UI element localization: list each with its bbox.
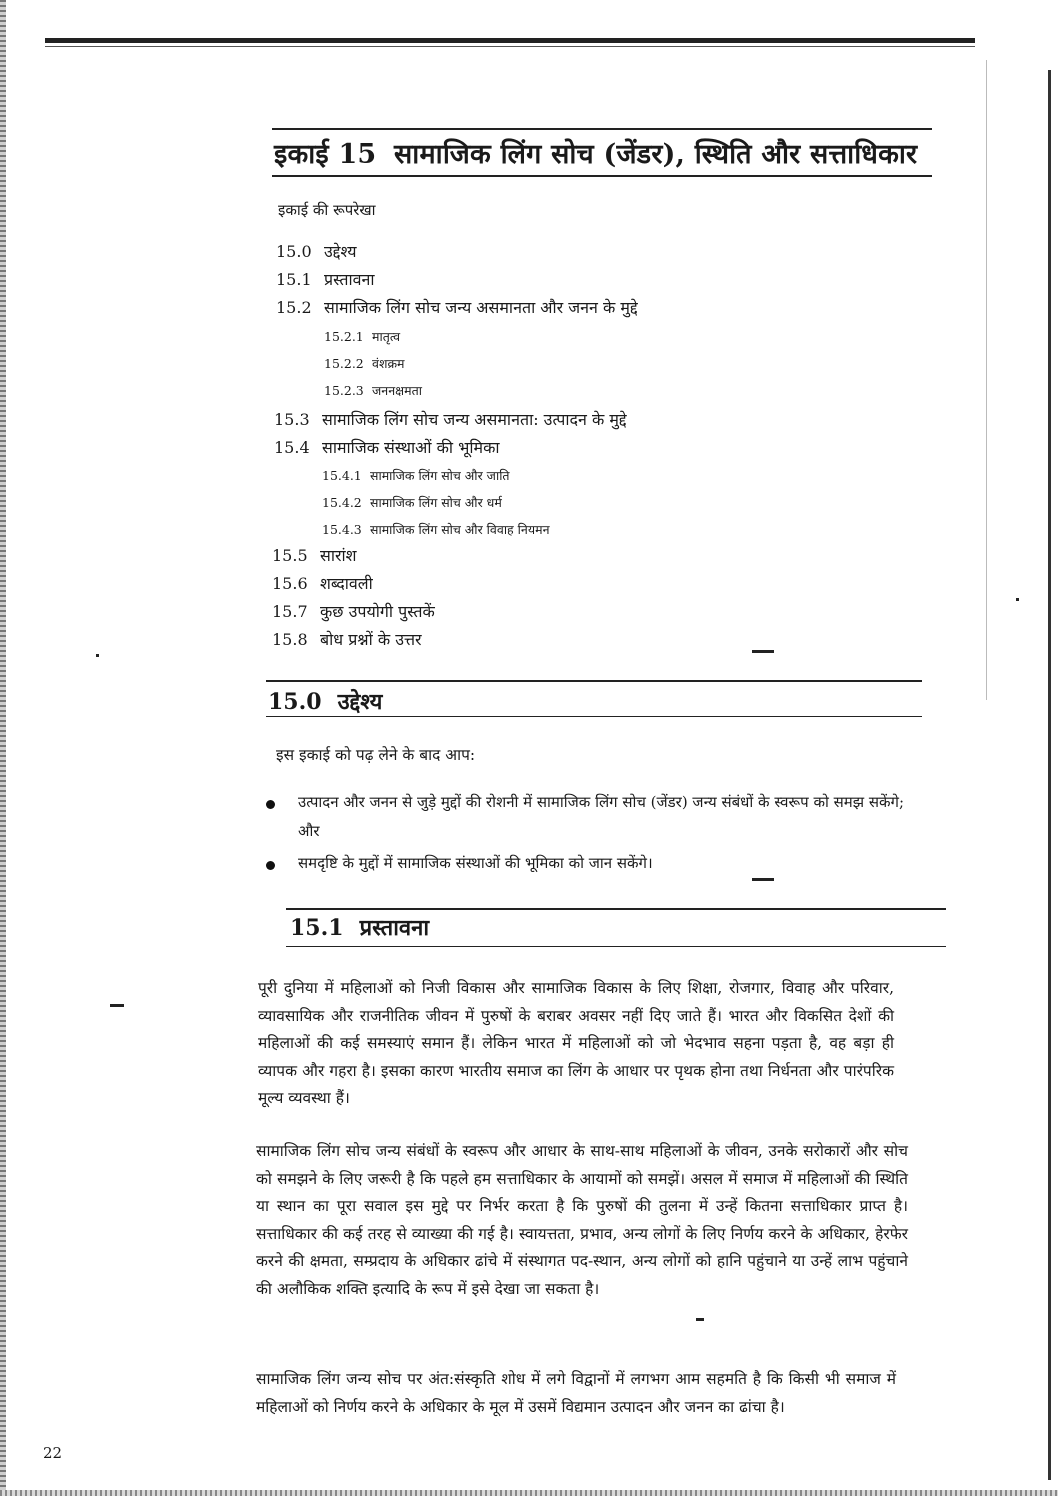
- scan-speck: [96, 654, 99, 657]
- section-rule-top: [286, 908, 946, 910]
- intro-paragraph-3: सामाजिक लिंग जन्य सोच पर अंत:संस्कृति शोध में लगे विद्वानों में लगभग आम सहमति है कि किसी भी समाज में महिलाओं को निर्णय करने के अधिकार के मूल में उसमें विद्यमान उत्पादन और जनन का ढांचा है।: [256, 1370, 896, 1416]
- outline-heading: इकाई की रूपरेखा: [278, 201, 376, 219]
- objectives-intro: इस इकाई को पढ़ लेने के बाद आप:: [276, 746, 476, 764]
- scan-mark: [752, 878, 774, 881]
- toc-subitem: 15.2.2 वंशक्रम: [324, 356, 405, 371]
- toc-item: 15.3 सामाजिक लिंग सोच जन्य असमानता: उत्पादन के मुद्दे: [274, 410, 627, 429]
- intro-paragraph-1: पूरी दुनिया में महिलाओं को निजी विकास और सामाजिक विकास के लिए शिक्षा, रोजगार, विवाह और परिवार, व्यावसायिक और राजनीतिक जीवन में पुरुषों के बराबर अवसर नहीं दिए जाते हैं। भारत और विकसित देशों की महिलाओं की कई समस्याएं समान हैं। लेकिन भारत में महिलाओं को जो भेदभाव सहना पड़ता है, वह बड़ा ही व्यापक और गहरा है। इसका कारण भारतीय समाज का लिंग के आधार पर पृथक होना तथा निर्धनता और पारंपरिक मूल्य व्यवस्था हैं।: [258, 979, 894, 1107]
- intro-paragraph-2: सामाजिक लिंग सोच जन्य संबंधों के स्वरूप और आधार के साथ-साथ महिलाओं के जीवन, उनके सरोकारों और सोच को समझने के लिए जरूरी है कि पहले हम सत्ताधिकार के आयामों को समझें। असल में समाज में महिलाओं की स्थिति या स्थान का पूरा सवाल इस मुद्दे पर निर्भर करता है कि पुरुषों की तुलना में उन्हें कितना सत्ताधिकार प्राप्त है। सत्ताधिकार की कई तरह से व्याख्या की गई है। स्वायत्तता, प्रभाव, अन्य लोगों के लिए निर्णय करने के अधिकार, हेरफेर करने की क्षमता, सम्प्रदाय के अधिकार ढांचे में संस्थागत पद-स्थान, अन्य लोगों को हानि पहुंचाने या उन्हें लाभ पहुंचाने की अलौकिक शक्ति इत्यादि के रूप में इसे देखा जा सकता है।: [256, 1142, 908, 1298]
- objective-item: समदृष्टि के मुद्दों में सामाजिक संस्थाओं की भूमिका को जान सकेंगे।: [298, 854, 653, 872]
- toc-item: 15.7 कुछ उपयोगी पुस्तकें: [272, 602, 435, 621]
- objective-item: उत्पादन और जनन से जुड़े मुद्दों की रोशनी में सामाजिक लिंग सोच (जेंडर) जन्य संबंधों के स्वरूप को समझ सकेंगे; और: [298, 793, 904, 840]
- bullet-icon: [266, 861, 275, 870]
- scan-edge-bottom: [0, 1490, 1058, 1496]
- section-rule-bottom: [266, 716, 922, 717]
- section-rule-top: [266, 680, 922, 682]
- unit-title: [274, 134, 917, 171]
- toc-subitem: 15.4.3 सामाजिक लिंग सोच और विवाह नियमन: [322, 522, 550, 537]
- toc-item: 15.1 प्रस्तावना: [276, 270, 375, 289]
- page-number: 22: [43, 1444, 63, 1462]
- title-rule-bottom: [272, 175, 932, 177]
- scan-mark: [696, 1318, 704, 1321]
- page-edge-right: [1048, 70, 1051, 1480]
- toc-subitem: 15.2.3 जननक्षमता: [324, 383, 422, 398]
- title-rule-top: [272, 128, 932, 130]
- bullet-icon: [266, 800, 275, 809]
- unit-title-text: सामाजिक लिंग सोच (जेंडर), स्थिति और सत्ताधिकार: [394, 139, 918, 170]
- scan-mark: [752, 650, 774, 653]
- toc-item: 15.8 बोध प्रश्नों के उत्तर: [272, 630, 422, 649]
- toc-item: 15.2 सामाजिक लिंग सोच जन्य असमानता और जनन के मुद्दे: [276, 298, 638, 317]
- toc-item: 15.6 शब्दावली: [272, 574, 373, 593]
- toc-item: 15.0 उद्देश्य: [276, 242, 357, 261]
- section-rule-bottom: [286, 946, 946, 947]
- scan-mark: [110, 1004, 124, 1007]
- toc-item: 15.5 सारांश: [272, 546, 357, 565]
- facing-page-margin: [986, 60, 987, 700]
- header-rule-thin: [45, 46, 975, 47]
- scan-speck: [1016, 598, 1019, 601]
- unit-number: इकाई 15: [274, 139, 377, 170]
- toc-subitem: 15.4.2 सामाजिक लिंग सोच और धर्म: [322, 495, 502, 510]
- section-heading-objectives: 15.0 उद्देश्य: [268, 689, 383, 715]
- section-heading-introduction: 15.1 प्रस्तावना: [290, 915, 430, 941]
- header-rule: [45, 38, 975, 43]
- scan-edge-left: [0, 0, 6, 1496]
- toc-subitem: 15.4.1 सामाजिक लिंग सोच और जाति: [322, 468, 510, 483]
- toc-subitem: 15.2.1 मातृत्व: [324, 329, 401, 344]
- toc-item: 15.4 सामाजिक संस्थाओं की भूमिका: [274, 438, 500, 457]
